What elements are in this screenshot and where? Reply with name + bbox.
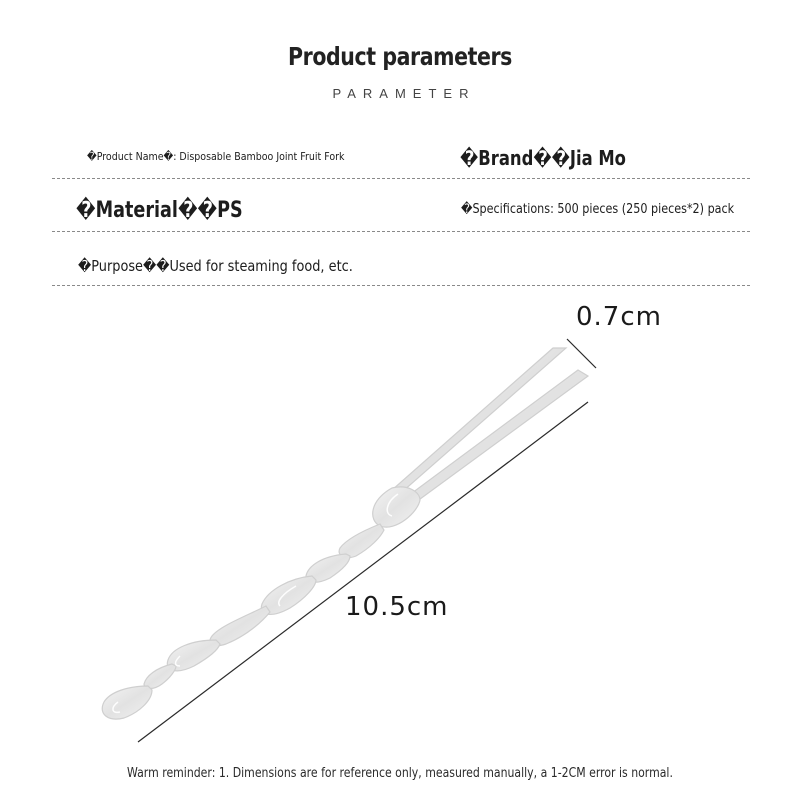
param-specifications: �Specifications: 500 pieces (250 pieces*2) pack: [461, 202, 735, 217]
page-subtitle: PARAMETER: [332, 86, 476, 101]
warm-reminder-text: Warm reminder: 1. Dimensions are for reference only, measured manually, a 1-2CM error is normal.: [127, 766, 673, 781]
param-brand: �Brand��Jia Mo: [460, 146, 626, 170]
length-dimension-line: [138, 402, 588, 742]
width-label: 0.7cm: [576, 302, 662, 332]
param-purpose: �Purpose��Used for steaming food, etc.: [78, 257, 353, 275]
page-title: Product parameters: [288, 42, 512, 71]
length-label: 10.5cm: [345, 592, 449, 622]
param-material: �Material��PS: [76, 198, 243, 223]
warm-reminder: [0, 766, 800, 781]
width-dimension-line: [567, 339, 596, 368]
param-product-name: �Product Name�: Disposable Bamboo Joint Fruit Fork: [87, 150, 345, 163]
